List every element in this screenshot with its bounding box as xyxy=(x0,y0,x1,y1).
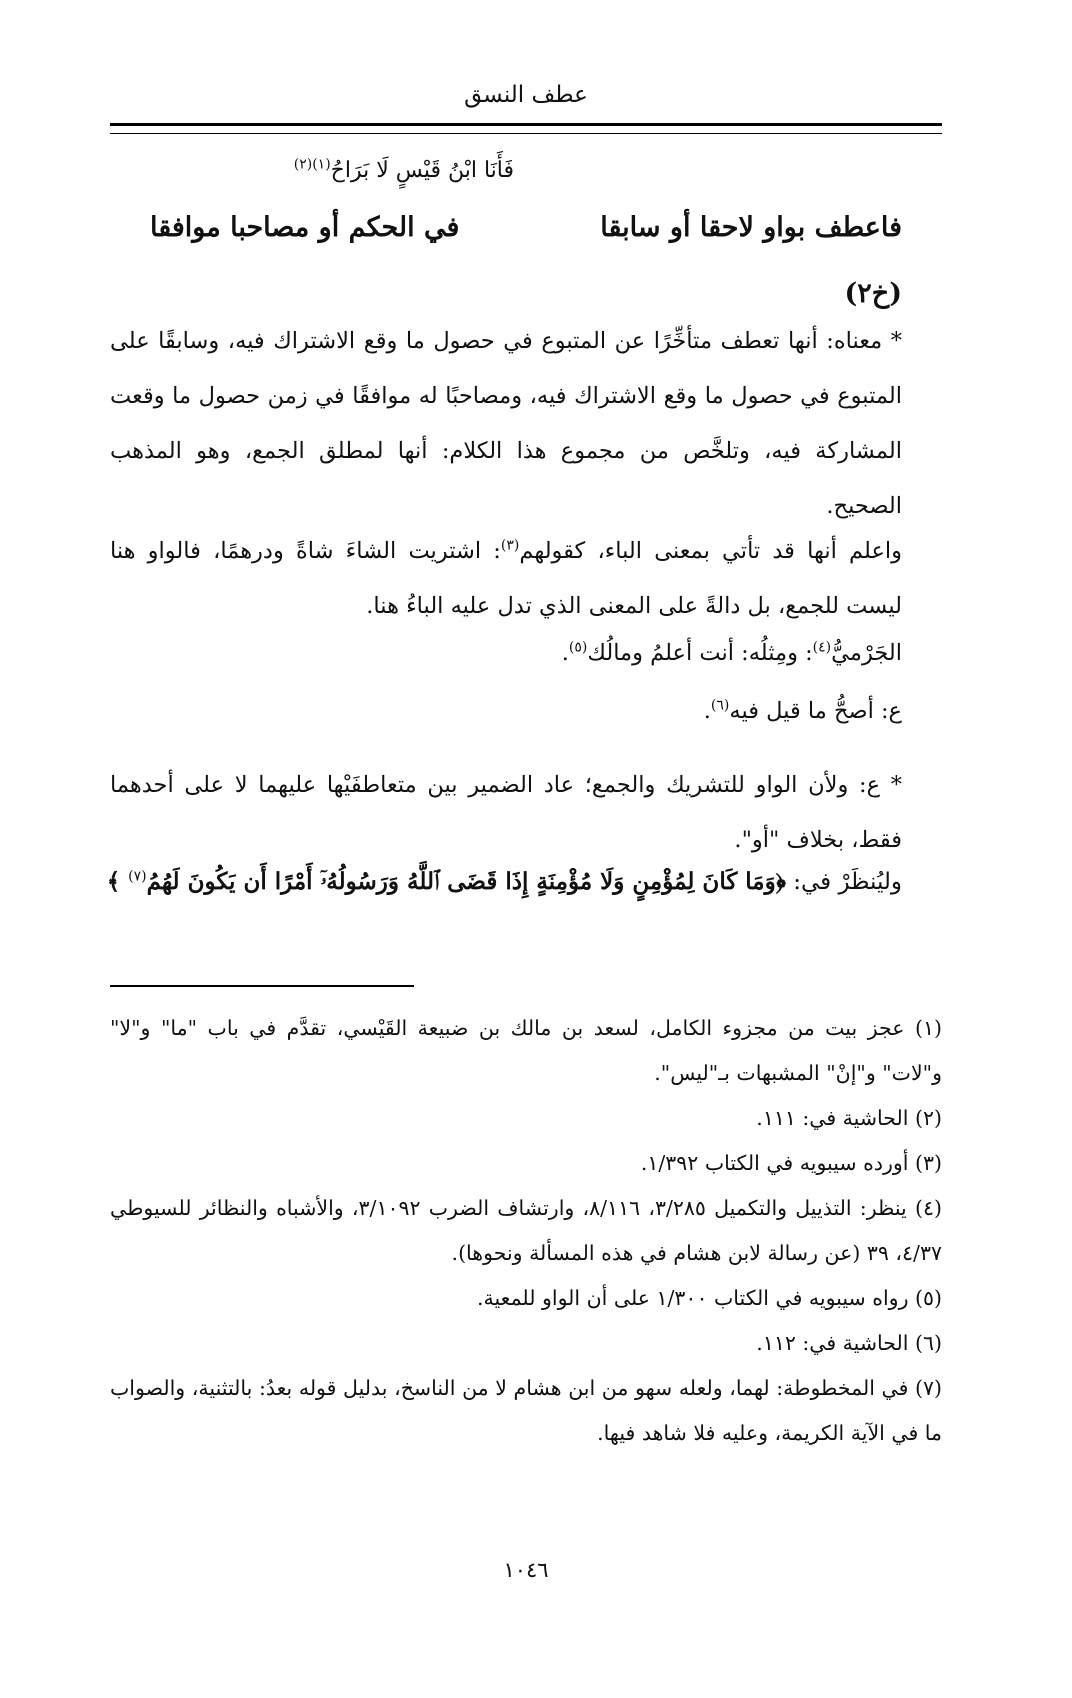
paragraph-quran xyxy=(107,868,902,895)
page-number: ١٠٤٦ xyxy=(503,1558,549,1582)
footnote-ref-4: (٤) xyxy=(812,639,832,656)
paragraph-baa xyxy=(110,524,942,634)
footnote-5: (٥) رواه سيبويه في الكتاب ١/٣٠٠ على أن الواو للمعية. xyxy=(476,1286,942,1310)
header-rule-thick xyxy=(110,123,942,126)
footnote-ref-7: (٧) xyxy=(128,868,147,885)
footnote-separator xyxy=(110,985,414,987)
footnote-2: (٢) الحاشية في: ١١١. xyxy=(756,1106,942,1130)
footnote-ref-5: (٥) xyxy=(568,639,588,656)
verse-line xyxy=(110,212,942,260)
quran-verse: ﴿وَمَا كَانَ لِمُؤْمِنٍ وَلَا مُؤْمِنَةٍ إِذَا قَضَى ٱللَّهُ وَرَسُولُهُۥٓ أَمْرًا أَن يَكُونَ لَهُمُ xyxy=(146,868,786,895)
paragraph-ain-2-text: * ع: ولأن الواو للتشريك والجمع؛ عاد الضمير بين متعاطفَيْها عليهما لا على أحدهما فقط، بخلاف "أو". xyxy=(110,772,902,853)
paragraph-meaning xyxy=(110,314,942,534)
verse-first-hemistich: فاعطف بواو لاحقا أو سابقا xyxy=(600,212,902,243)
quran-verse-close: ﴾ xyxy=(106,868,129,895)
footnote-7: (٧) في المخطوطة: لهما، ولعله سهو من ابن هشام لا من الناسخ، بدليل قوله بعدُ: بالتثنية، والصواب ما في الآية الكريمة، وعليه فلا شاهد فيها. xyxy=(110,1376,942,1445)
paragraph-jarmi-end: . xyxy=(561,640,569,666)
paragraph-quran-lead: وليُنظَرْ في: xyxy=(785,869,902,895)
footnote-ref-3: (٣) xyxy=(500,537,520,554)
footnote-ref-1-2: (١)(٢) xyxy=(293,156,331,173)
paragraph-jarmi-name: الجَرْميُّ xyxy=(831,640,902,666)
verse-code: (خ٢) xyxy=(844,278,902,309)
footnote-6: (٦) الحاشية في: ١١٢. xyxy=(756,1331,942,1355)
paragraph-meaning-text: * معناه: أنها تعطف متأخِّرًا عن المتبوع في حصول ما وقع الاشتراك فيه، وسابقًا على المتبوع في حصول ما وقع الاشتراك فيه، ومصاحبًا له موافقًا في زمن حصول ما وقعت المشاركة فيه، وتلخَّص من مجموع هذا الكلام: أنها لمطلق الجمع، وهو المذهب الصحيح. xyxy=(110,328,902,519)
previous-hemistich xyxy=(294,158,514,183)
verse-second-hemistich: في الحكم أو مصاحبا موافقا xyxy=(150,212,460,243)
previous-hemistich-text: فَأَنَا ابْنُ قَيْسٍ لَا بَرَاحُ xyxy=(330,158,514,183)
footnote-ref-6: (٦) xyxy=(710,697,730,714)
page xyxy=(106,0,942,1698)
paragraph-ain-2 xyxy=(110,758,942,868)
paragraph-ain-1-end: . xyxy=(703,698,711,724)
header-rule-thin xyxy=(110,133,942,134)
paragraph-ain-1-text: ع: أصحُّ ما قيل فيه xyxy=(729,698,902,724)
paragraph-ain-1 xyxy=(704,698,902,724)
footnote-4: (٤) ينظر: التذييل والتكميل ٣/٢٨٥، ٨/١١٦، وارتشاف الضرب ٣/١٠٩٢، والأشباه والنظائر للسيوطي ٤/٣٧، ٣٩ (عن رسالة لابن هشام في هذه المسألة ونحوها). xyxy=(110,1196,942,1265)
running-title: عطف النسق xyxy=(464,82,588,108)
paragraph-jarmi-text: : ومِثلُه: أنت أعلمُ ومالُك xyxy=(587,640,813,666)
paragraph-baa-text-b: : اشتريت الشاءَ شاةً ودرهمًا، فالواو هنا ليست للجمع، بل دالةً على المعنى الذي تدل عليه الباءُ هنا. xyxy=(110,538,902,619)
paragraph-jarmi xyxy=(562,640,902,666)
footnote-1: (١) عجز بيت من مجزوء الكامل، لسعد بن مالك بن ضبيعة القَيْسي، تقدَّم في باب "ما" و"لا" و"لات" و"إنْ" المشبهات بـ"ليس". xyxy=(110,1016,942,1085)
paragraph-baa-text-a: واعلم أنها قد تأتي بمعنى الباء، كقولهم xyxy=(519,538,902,564)
footnote-3: (٣) أورده سيبويه في الكتاب ١/٣٩٢. xyxy=(640,1151,942,1175)
